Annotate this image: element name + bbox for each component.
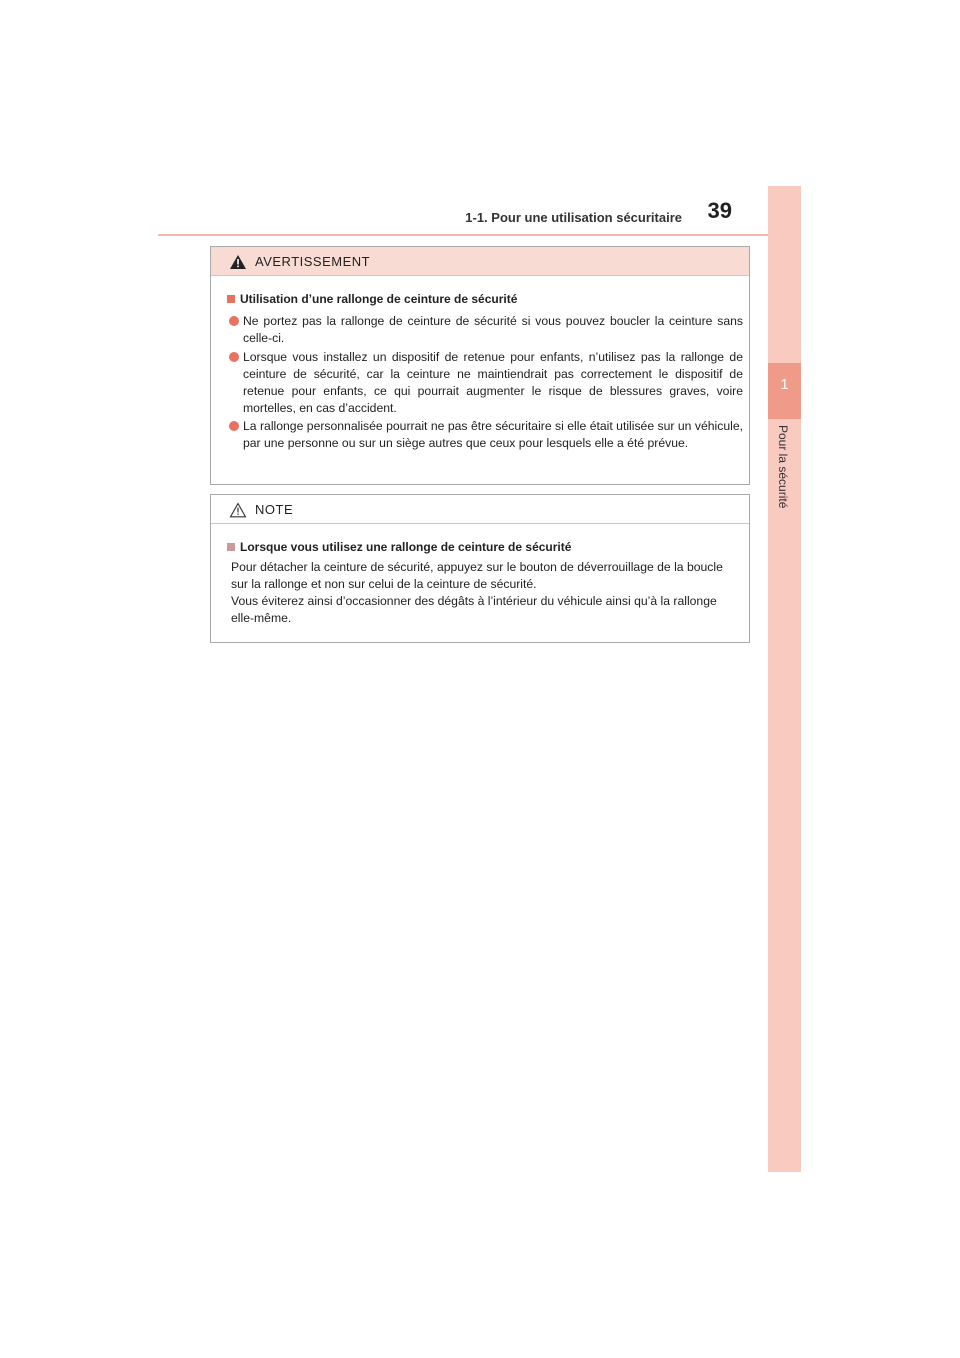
- chapter-label: Pour la sécurité: [776, 425, 790, 509]
- warning-heading-text: Utilisation d’une rallonge de ceinture de sécurité: [240, 292, 518, 306]
- chapter-side-tab: [768, 186, 801, 1172]
- note-heading: [227, 540, 571, 554]
- warning-bullet-text: Ne portez pas la rallonge de ceinture de sécurité si vous pouvez boucler la ceinture sans celle-ci.: [243, 314, 743, 345]
- note-header: [211, 495, 749, 524]
- round-bullet-icon: [229, 316, 239, 326]
- square-bullet-icon: [227, 543, 235, 551]
- round-bullet-icon: [229, 421, 239, 431]
- round-bullet-icon: [229, 352, 239, 362]
- warning-bullet: [231, 418, 743, 452]
- page-header: [158, 198, 800, 236]
- chapter-label-container: [768, 425, 801, 535]
- warning-bullet-text: La rallonge personnalisée pourrait ne pas être sécuritaire si elle était utilisée sur un véhicule, par une personne ou sur un siège autres que ceux pour lesquels elle a été prévue.: [243, 419, 743, 450]
- note-heading-text: Lorsque vous utilisez une rallonge de ceinture de sécurité: [240, 540, 572, 554]
- warning-bullet-text: Lorsque vous installez un dispositif de retenue pour enfants, n’utilisez pas la rallonge de ceinture de sécurité, car la ceinture ne maintiendrait pas correctement le dispositif de retenue pour enfants, ce qui pourrait augmenter le risque de blessures graves, voire mortelles, en cas d’accident.: [243, 350, 743, 415]
- square-bullet-icon: [227, 295, 235, 303]
- warning-box: [210, 246, 750, 485]
- warning-title: AVERTISSEMENT: [255, 254, 371, 269]
- warning-header: [211, 247, 749, 276]
- caution-triangle-icon: [229, 502, 247, 518]
- section-title: 1-1. Pour une utilisation sécuritaire: [465, 210, 682, 225]
- chapter-number: 1: [780, 376, 789, 393]
- note-box: [210, 494, 750, 643]
- warning-bullet: [231, 349, 743, 417]
- warning-heading: [227, 292, 517, 306]
- warning-bullet: [231, 313, 743, 347]
- note-paragraph: Pour détacher la ceinture de sécurité, appuyez sur le bouton de déverrouillage de la boucle sur la rallonge et non sur celui de la ceinture de sécurité.: [231, 560, 723, 591]
- note-paragraph: Vous éviterez ainsi d’occasionner des dégâts à l’intérieur du véhicule ainsi qu’à la rallonge elle-même.: [231, 594, 717, 625]
- note-body: [231, 559, 739, 627]
- warning-triangle-icon: [229, 254, 247, 270]
- note-title: NOTE: [255, 502, 294, 517]
- page-number: 39: [707, 198, 732, 223]
